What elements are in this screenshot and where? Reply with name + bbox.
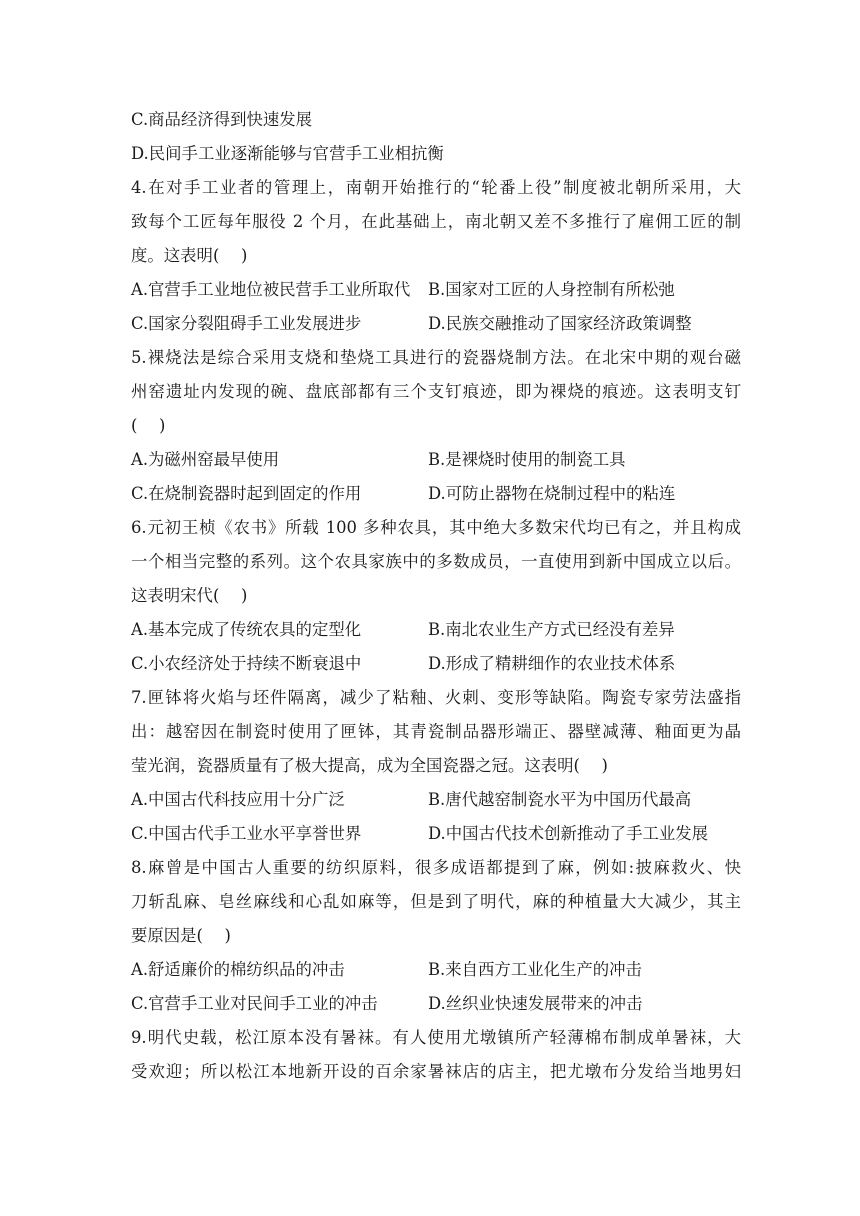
question-9-stem-line: 受欢迎；所以松江本地新开设的百余家暑袜店的店主，把尤墩布分发给当地男妇 — [131, 1062, 741, 1081]
question-5-stem-line: 州窑遗址内发现的碗、盘底部都有三个支钉痕迹，即为裸烧的痕迹。这表明支钉 — [131, 382, 741, 401]
question-7-stem-line: 7.匣钵将火焰与坯件隔离，减少了粘釉、火刺、变形等缺陷。陶瓷专家劳法盛指 — [131, 688, 741, 707]
q8-option-c: C.官营手工业对民间手工业的冲击 — [131, 994, 378, 1013]
q5-option-c: C.在烧制瓷器时起到固定的作用 — [131, 484, 362, 503]
q7-option-d: D.中国古代技术创新推动了手工业发展 — [428, 824, 709, 843]
q5-option-b: B.是裸烧时使用的制瓷工具 — [428, 450, 626, 469]
q7-option-a: A.中国古代科技应用十分广泛 — [131, 790, 345, 809]
question-7 — [131, 681, 741, 851]
question-8-stem-line: 8.麻曾是中国古人重要的纺织原料，很多成语都提到了麻，例如:披麻救火、快 — [131, 858, 741, 877]
question-8 — [131, 851, 741, 1021]
q8-option-d: D.丝织业快速发展带来的冲击 — [428, 994, 643, 1013]
question-4-stem-line: 4.在对手工业者的管理上，南朝开始推行的“轮番上役”制度被北朝所采用，大 — [131, 178, 741, 197]
question-6-stem-line: 一个相当完整的系列。这个农具家族中的多数成员，一直使用到新中国成立以后。 — [131, 552, 741, 571]
question-5-options-row — [131, 477, 741, 511]
q5-option-a: A.为磁州窑最早使用 — [131, 450, 280, 469]
q3-option-d: D.民间手工业逐渐能够与官营手工业相抗衡 — [131, 144, 444, 163]
q4-option-c: C.国家分裂阻碍手工业发展进步 — [131, 314, 362, 333]
question-5 — [131, 341, 741, 511]
question-5-options-row — [131, 443, 741, 477]
question-4 — [131, 171, 741, 341]
q6-option-a: A.基本完成了传统农具的定型化 — [131, 620, 362, 639]
question-4-options-row — [131, 307, 741, 341]
question-8-options-row — [131, 953, 741, 987]
question-7-options-row — [131, 817, 741, 851]
q8-option-a: A.舒适廉价的棉纺织品的冲击 — [131, 960, 345, 979]
question-6-options-row — [131, 647, 741, 681]
q5-option-d: D.可防止器物在烧制过程中的粘连 — [428, 484, 676, 503]
q4-option-d: D.民族交融推动了国家经济政策调整 — [428, 314, 692, 333]
question-8-stem-line: 刀斩乱麻、皂丝麻线和心乱如麻等，但是到了明代，麻的种植量大大减少，其主 — [131, 892, 741, 911]
q4-option-b: B.国家对工匠的人身控制有所松弛 — [428, 280, 675, 299]
question-5-stem-line: 5.裸烧法是综合采用支烧和垫烧工具进行的瓷器烧制方法。在北宋中期的观台磁 — [131, 348, 741, 367]
question-9-stem-line: 9.明代史载，松江原本没有暑袜。有人使用尤墩镇所产轻薄棉布制成单暑袜，大 — [131, 1028, 741, 1047]
q3-option-c: C.商品经济得到快速发展 — [131, 110, 313, 129]
q7-option-b: B.唐代越窑制瓷水平为中国历代最高 — [428, 790, 692, 809]
q6-option-c: C.小农经济处于持续不断衰退中 — [131, 654, 362, 673]
question-6 — [131, 511, 741, 681]
question-8-options-row — [131, 987, 741, 1021]
question-4-stem-line: 度。这表明( ) — [131, 246, 248, 265]
question-4-options-row — [131, 273, 741, 307]
question-4-stem-line: 致每个工匠每年服役 2 个月，在此基础上，南北朝又差不多推行了雇佣工匠的制 — [131, 212, 741, 231]
question-7-options-row — [131, 783, 741, 817]
question-8-stem-line: 要原因是( ) — [131, 926, 231, 945]
q4-option-a: A.官营手工业地位被民营手工业所取代 — [131, 280, 411, 299]
q8-option-b: B.来自西方工业化生产的冲击 — [428, 960, 642, 979]
question-7-stem-line: 莹光润，瓷器质量有了极大提高，成为全国瓷器之冠。这表明( ) — [131, 756, 608, 775]
exam-page — [131, 103, 741, 1089]
question-7-stem-line: 出：越窑因在制瓷时使用了匣钵，其青瓷制品器形端正、器壁减薄、釉面更为晶 — [131, 722, 741, 741]
question-6-options-row — [131, 613, 741, 647]
question-6-stem-line: 这表明宋代( ) — [131, 586, 248, 605]
question-5-stem-line: ( ) — [131, 416, 166, 435]
q7-option-c: C.中国古代手工业水平享誉世界 — [131, 824, 362, 843]
q6-option-b: B.南北农业生产方式已经没有差异 — [428, 620, 675, 639]
question-6-stem-line: 6.元初王桢《农书》所载 100 多种农具，其中绝大多数宋代均已有之，并且构成 — [131, 518, 741, 537]
question-9 — [131, 1021, 741, 1089]
q6-option-d: D.形成了精耕细作的农业技术体系 — [428, 654, 676, 673]
